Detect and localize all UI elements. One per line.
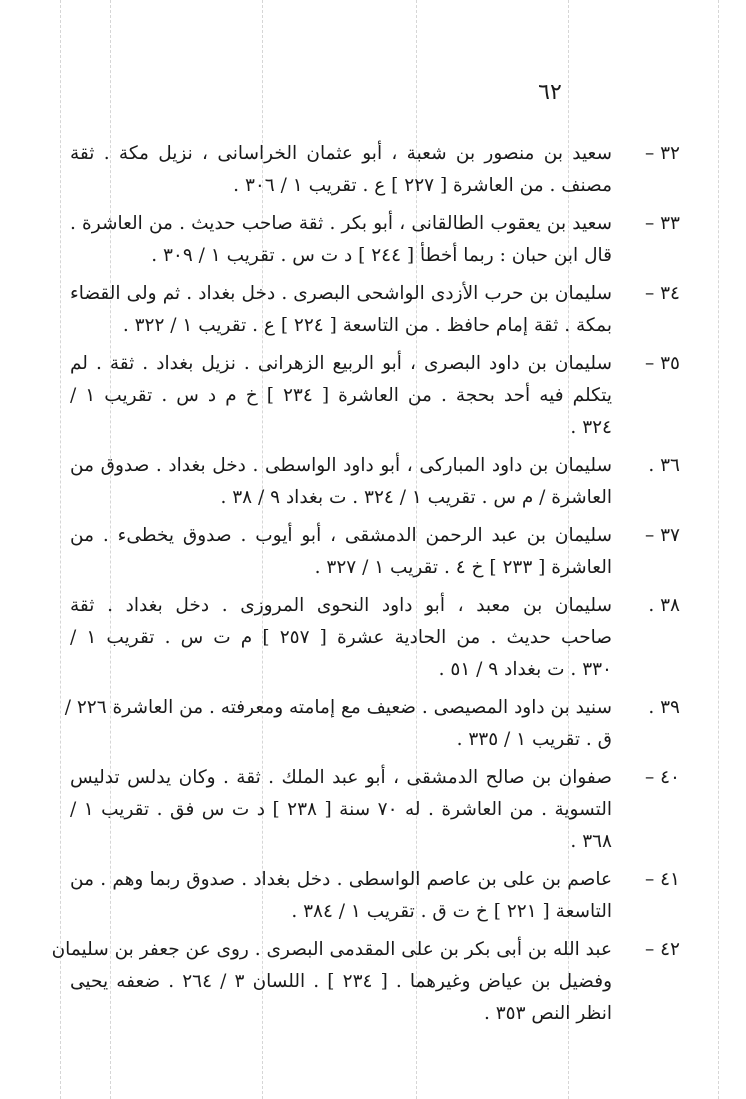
entry-text-line: بمكة . ثقة إمام حافظ . من التاسعة [ ٢٢٤ ] ع . تقريب ١ / ٣٢٢ .: [122, 315, 612, 336]
biography-entry: [70, 450, 680, 514]
entry-number: ٣٨ .: [648, 595, 680, 616]
entry-number: ٣٩ .: [648, 697, 680, 718]
entry-list: [51, 138, 680, 1036]
entry-text-line: سنيد بن داود المصيصى . ضعيف مع إمامته ومعرفته . من العاشرة ٢٢٦ /: [64, 697, 612, 718]
entry-text-line: سليمان بن داود البصرى ، أبو الربيع الزهرانى . نزيل بغداد . ثقة . لم: [70, 353, 612, 374]
page-number: ٦٢: [538, 80, 562, 105]
entry-text-line: العاشرة / م س . تقريب ١ / ٣٢٤ . ت بغداد ٩ / ٣٨ .: [220, 487, 612, 508]
entry-number: ٤٢ –: [644, 939, 680, 960]
entry-text-line: صاحب حديث . من الحادية عشرة [ ٢٥٧ ] م ت س . تقريب ١ /: [70, 627, 612, 648]
entry-text-line: يتكلم فيه أحد بحجة . من العاشرة [ ٢٣٤ ] خ م د س . تقريب ١ /: [70, 385, 613, 406]
entry-text-line: سليمان بن داود المباركى ، أبو داود الواسطى . دخل بغداد . صدوق من: [70, 455, 612, 476]
entry-text-line: عاصم بن على بن عاصم الواسطى . دخل بغداد . صدوق ربما وهم . من: [70, 869, 612, 890]
entry-number: ٣٧ –: [644, 525, 680, 546]
entry-number: ٣٣ –: [644, 213, 680, 234]
biography-entry: [70, 864, 680, 928]
biography-entry: [70, 520, 680, 584]
entry-text-line: عبد الله بن أبى بكر بن على المقدمى البصرى . روى عن جعفر بن سليمان: [51, 939, 612, 960]
entry-text-line: العاشرة [ ٢٣٣ ] خ ٤ . تقريب ١ / ٣٢٧ .: [314, 557, 612, 578]
entry-text-line: ق . تقريب ١ / ٣٣٥ .: [456, 729, 612, 750]
biography-entry: [70, 278, 680, 342]
biography-entry: [51, 934, 680, 1030]
entry-number: ٣٤ –: [644, 283, 680, 304]
biography-entry: [70, 762, 680, 858]
entry-text-line: سليمان بن عبد الرحمن الدمشقى ، أبو أيوب . صدوق يخطىء . من: [70, 525, 612, 546]
entry-number: ٣٦ .: [648, 455, 680, 476]
entry-number: ٣٥ –: [644, 353, 680, 374]
entry-number: ٤٠ –: [644, 767, 680, 788]
entry-text-line: سليمان بن حرب الأزدى الواشحى البصرى . دخل بغداد . ثم ولى القضاء: [70, 283, 612, 304]
biography-entry: [64, 692, 680, 756]
column-guide-line: [718, 0, 719, 1099]
biography-entry: [70, 348, 680, 444]
entry-text-line: مصنف . من العاشرة [ ٢٢٧ ] ع . تقريب ١ / ٣٠٦ .: [233, 175, 612, 196]
biography-entry: [70, 138, 680, 202]
entry-text-line: قال ابن حبان : ربما أخطأ [ ٢٤٤ ] د ت س . تقريب ١ / ٣٠٩ .: [151, 245, 612, 266]
entry-text-line: وفضيل بن عياض وغيرهما . [ ٢٣٤ ] . اللسان ٣ / ٢٦٤ . ضعفه يحيى: [70, 971, 612, 992]
entry-text-line: التاسعة [ ٢٢١ ] خ ت ق . تقريب ١ / ٣٨٤ .: [291, 901, 612, 922]
entry-text-line: ٣٢٤ .: [570, 417, 612, 438]
biography-entry: [70, 590, 680, 686]
entry-number: ٣٢ –: [644, 143, 680, 164]
entry-text-line: ٣٦٨ .: [570, 831, 612, 852]
entry-text-line: سليمان بن معبد ، أبو داود النحوى المروزى . دخل بغداد . ثقة: [70, 595, 612, 616]
entry-text-line: ٣٣٠ . ت بغداد ٩ / ٥١ .: [438, 659, 612, 680]
entry-text-line: التسوية . من العاشرة . له ٧٠ سنة [ ٢٣٨ ] د ت س فق . تقريب ١ /: [70, 799, 612, 820]
entry-text-line: سعيد بن يعقوب الطالقانى ، أبو بكر . ثقة صاحب حديث . من العاشرة .: [70, 213, 612, 234]
biography-entry: [70, 208, 680, 272]
entry-text-line: انظر النص ٣٥٣ .: [483, 1003, 612, 1024]
entry-number: ٤١ –: [644, 869, 680, 890]
entry-text-line: سعيد بن منصور بن شعبة ، أبو عثمان الخراسانى ، نزيل مكة . ثقة: [70, 143, 612, 164]
entry-text-line: صفوان بن صالح الدمشقى ، أبو عبد الملك . ثقة . وكان يدلس تدليس: [70, 767, 612, 788]
